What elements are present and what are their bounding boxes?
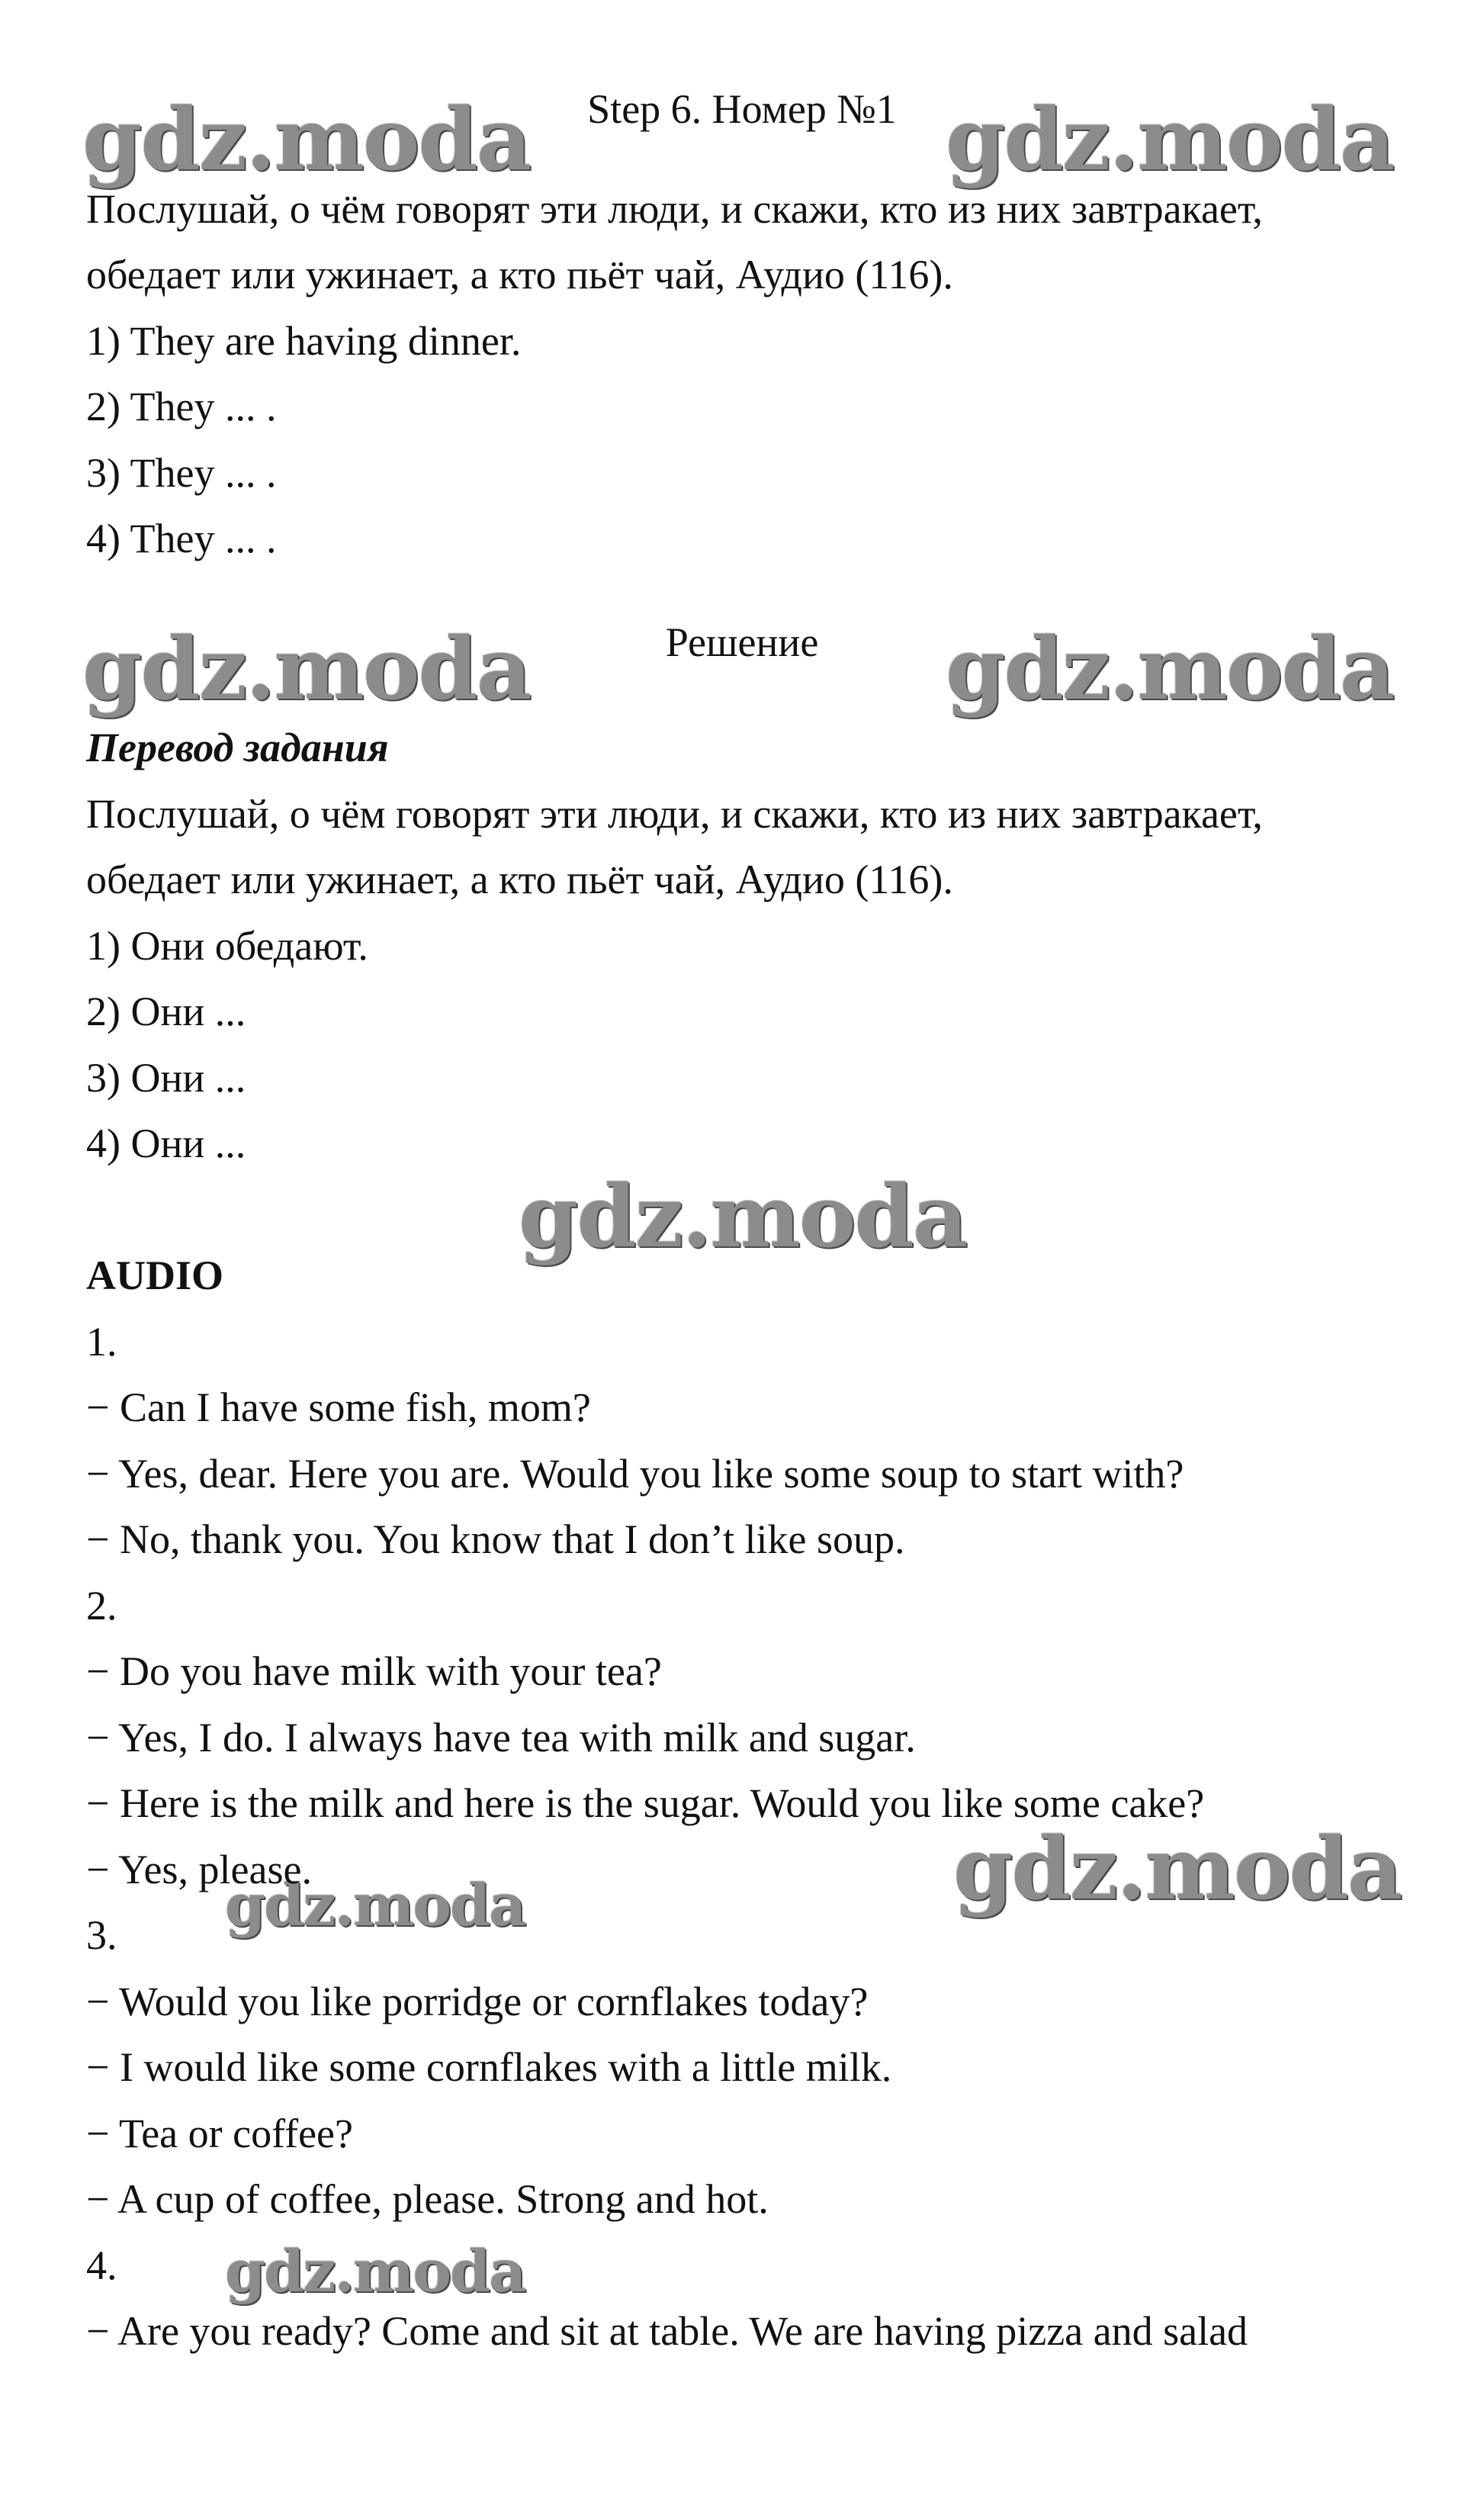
watermark: gdz.moda [946,90,1394,190]
audio-heading: AUDIO [86,1252,224,1298]
audio-line: − Yes, dear. Here you are. Would you like some soup to start with? [86,1451,1184,1497]
audio-line: − I would like some cornflakes with a little milk. [86,2044,892,2090]
watermark: gdz.moda [225,2237,525,2305]
audio-line: − Do you have milk with your tea? [86,1648,662,1694]
audio-line: − A cup of coffee, please. Strong and hot. [86,2176,769,2222]
task-line: 2) They ... . [86,384,277,429]
watermark: gdz.moda [946,619,1394,719]
audio-line: − Can I have some fish, mom? [86,1384,591,1430]
watermark: gdz.moda [519,1167,967,1267]
translation-heading: Перевод задания [86,725,389,770]
task-line: 3) They ... . [86,450,277,496]
translation-line: обедает или ужинает, а кто пьёт чай, Аудио (116). [86,857,953,902]
task-line: 1) They are having dinner. [86,318,522,364]
audio-line: − Would you like porridge or cornflakes today? [86,1979,869,2024]
translation-line: 4) Они ... [86,1121,246,1166]
audio-line: 3. [86,1912,117,1958]
task-line: Послушай, о чём говорят эти люди, и скажи, кто из них завтракает, [86,186,1263,232]
translation-line: 3) Они ... [86,1055,246,1101]
audio-line: − Tea or coffee? [86,2111,353,2156]
translation-line: Послушай, о чём говорят эти люди, и скажи, кто из них завтракает, [86,791,1263,837]
watermark: gdz.moda [225,1871,525,1939]
audio-line: − Are you ready? Come and sit at table. We are having pizza and salad [86,2308,1248,2354]
audio-line: − No, thank you. You know that I don’t like soup. [86,1516,905,1562]
audio-line: − Yes, I do. I always have tea with milk and sugar. [86,1715,916,1760]
task-line: обедает или ужинает, а кто пьёт чай, Аудио (116). [86,252,953,297]
audio-line: 1. [86,1319,117,1365]
solution-heading: Решение [665,619,819,665]
audio-line: − Here is the milk and here is the sugar. Would you like some cake? [86,1780,1205,1826]
watermark: gdz.moda [82,90,531,190]
translation-line: 2) Они ... [86,989,246,1034]
audio-line: 2. [86,1583,117,1629]
page-title: Step 6. Номер №1 [587,86,897,132]
task-line: 4) They ... . [86,516,277,561]
translation-line: 1) Они обедают. [86,923,368,969]
watermark: gdz.moda [953,1819,1402,1919]
audio-line: − Yes, please. [86,1847,312,1892]
watermark: gdz.moda [82,619,531,719]
audio-line: 4. [86,2243,117,2288]
